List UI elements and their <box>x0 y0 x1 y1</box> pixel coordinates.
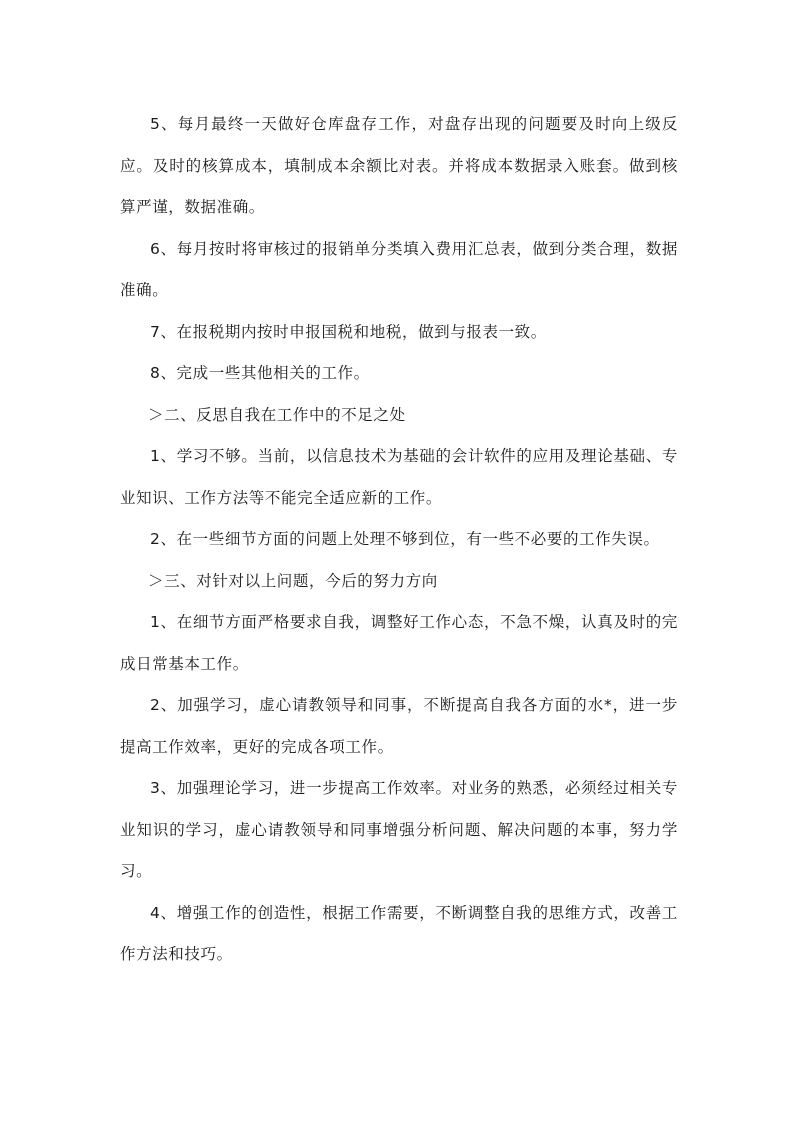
paragraph-improvement-1: 1、在细节方面严格要求自我，调整好工作心态，不急不燥，认真及时的完成日常基本工作。 <box>120 613 678 673</box>
section-heading-shortcomings: ＞二、反思自我在工作中的不足之处 <box>148 405 406 424</box>
paragraph-improvement-2: 2、加强学习，虚心请教领导和同事，不断提高自我各方面的水*，进一步提高工作效率，更好的完成各项工作。 <box>120 696 678 756</box>
paragraph-item-5-inventory: 5、每月最终一天做好仓库盘存工作，对盘存出现的问题要及时向上级反应。及时的核算成本，填制成本余额比对表。并将成本数据录入账套。做到核算严谨，数据准确。 <box>120 115 678 216</box>
paragraph-shortcoming-2: 2、在一些细节方面的问题上处理不够到位，有一些不必要的工作失误。 <box>150 530 660 548</box>
section-heading-improvements: ＞三、对针对以上问题，今后的努力方向 <box>148 571 438 590</box>
paragraph-improvement-4: 4、增强工作的创造性，根据工作需要，不断调整自我的思维方式，改善工作方法和技巧。 <box>120 903 678 963</box>
document-body <box>120 104 678 976</box>
paragraph-shortcoming-1: 1、学习不够。当前，以信息技术为基础的会计软件的应用及理论基础、专业知识、工作方法等不能完全适应新的工作。 <box>120 447 678 507</box>
paragraph-improvement-3: 3、加强理论学习，进一步提高工作效率。对业务的熟悉，必须经过相关专业知识的学习，虚心请教领导和同事增强分析问题、解决问题的本事，努力学习。 <box>120 779 678 880</box>
paragraph-item-7-tax: 7、在报税期内按时申报国税和地税，做到与报表一致。 <box>150 322 547 341</box>
paragraph-item-8-other: 8、完成一些其他相关的工作。 <box>150 364 370 382</box>
paragraph-item-6-expenses: 6、每月按时将审核过的报销单分类填入费用汇总表，做到分类合理，数据准确。 <box>120 239 678 299</box>
